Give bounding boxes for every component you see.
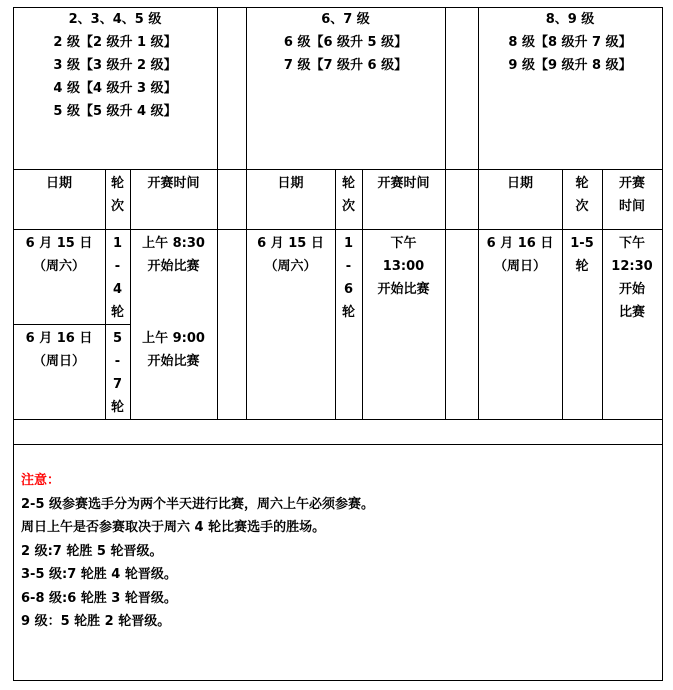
group-2-line: 7 级【7 级升 6 级】	[283, 58, 408, 73]
group-3-session-1-time: 下午	[618, 236, 645, 251]
group-2-round-header: 次	[341, 199, 355, 214]
group-1-session-2-day: （周日）	[32, 354, 85, 369]
group-1-line: 3 级【3 级升 2 级】	[53, 58, 177, 73]
group-2-session-1-round: 轮	[341, 305, 355, 320]
notes-label: 注意：	[21, 473, 61, 488]
group-3-session-1-round: 1-5	[570, 236, 594, 251]
group-2-session-1-time: 13:00	[382, 259, 425, 274]
group-1-line: 4 级【4 级升 3 级】	[53, 81, 177, 96]
note-line: 2 级:7 轮胜 5 轮晋级。	[21, 544, 163, 559]
group-2-date-header: 日期	[277, 176, 304, 191]
group-2-session-1-time: 开始比赛	[377, 282, 430, 297]
group-3-date-header: 日期	[506, 176, 533, 191]
group-1-session-1-round: 1	[112, 236, 123, 251]
group-1-date-header: 日期	[45, 176, 72, 191]
group-2-line: 6 级【6 级升 5 级】	[283, 35, 408, 50]
group-3-session-1-time: 比赛	[618, 305, 645, 320]
note-line: 3-5 级:7 轮胜 4 轮晋级。	[21, 567, 177, 582]
group-2-session-1-round: 1	[343, 236, 354, 251]
group-3-time-header: 时间	[618, 199, 645, 214]
group-1-session-1-round: -	[114, 259, 121, 274]
group-2-time-header: 开赛时间	[377, 176, 430, 191]
group-1-session-2-time: 开始比赛	[147, 354, 200, 369]
group-2-title: 6、7 级	[321, 12, 370, 27]
group-1-session-2-time: 上午 9:00	[142, 331, 205, 346]
group-3-round-header: 次	[575, 199, 589, 214]
group-3-round-header: 轮	[575, 176, 589, 191]
group-3-session-1-date: 6 月 16 日	[486, 236, 554, 251]
note-line: 9 级：5 轮胜 2 轮晋级。	[21, 614, 171, 629]
group-3-session-1-round: 轮	[575, 259, 589, 274]
note-line: 周日上午是否参赛取决于周六 4 轮比赛选手的胜场。	[21, 520, 326, 535]
group-2-session-1-day: （周六）	[264, 259, 317, 274]
group-1-title: 2、3、4、5 级	[68, 12, 162, 27]
group-3-session-1-day: （周日）	[493, 259, 546, 274]
group-1-line: 5 级【5 级升 4 级】	[53, 104, 177, 119]
group-3-line: 9 级【9 级升 8 级】	[508, 58, 632, 73]
group-1-time-header: 开赛时间	[147, 176, 200, 191]
group-1-session-1-time: 开始比赛	[147, 259, 200, 274]
group-1-session-1-day: （周六）	[32, 259, 85, 274]
group-1-round-header: 次	[110, 199, 124, 214]
group-1-session-2-round: 轮	[110, 400, 124, 415]
group-1-session-2-date: 6 月 16 日	[25, 331, 93, 346]
group-3-line: 8 级【8 级升 7 级】	[508, 35, 632, 50]
group-3-session-1-time: 12:30	[611, 259, 653, 274]
group-1-session-1-round: 轮	[110, 305, 124, 320]
group-2-session-1-round: -	[345, 259, 352, 274]
group-2-session-1-time: 下午	[390, 236, 417, 251]
group-1-session-2-round: 7	[112, 377, 123, 392]
group-2-session-1-date: 6 月 15 日	[257, 236, 324, 251]
group-1-session-1-date: 6 月 15 日	[25, 236, 93, 251]
group-3-time-header: 开赛	[618, 176, 645, 191]
group-1-session-2-round: 5	[112, 331, 123, 346]
group-3-session-1-time: 开始	[618, 282, 645, 297]
group-3-title: 8、9 级	[545, 12, 595, 27]
group-1-session-2-round: -	[114, 354, 121, 369]
group-1-session-1-round: 4	[112, 282, 123, 297]
group-2-session-1-round: 6	[343, 282, 354, 297]
note-line: 2-5 级参赛选手分为两个半天进行比赛，周六上午必须参赛。	[21, 497, 375, 512]
group-2-round-header: 轮	[341, 176, 355, 191]
group-1-session-1-time: 上午 8:30	[142, 236, 205, 251]
group-1-line: 2 级【2 级升 1 级】	[53, 35, 177, 50]
group-1-round-header: 轮	[110, 176, 124, 191]
note-line: 6-8 级:6 轮胜 3 轮晋级。	[21, 591, 177, 606]
